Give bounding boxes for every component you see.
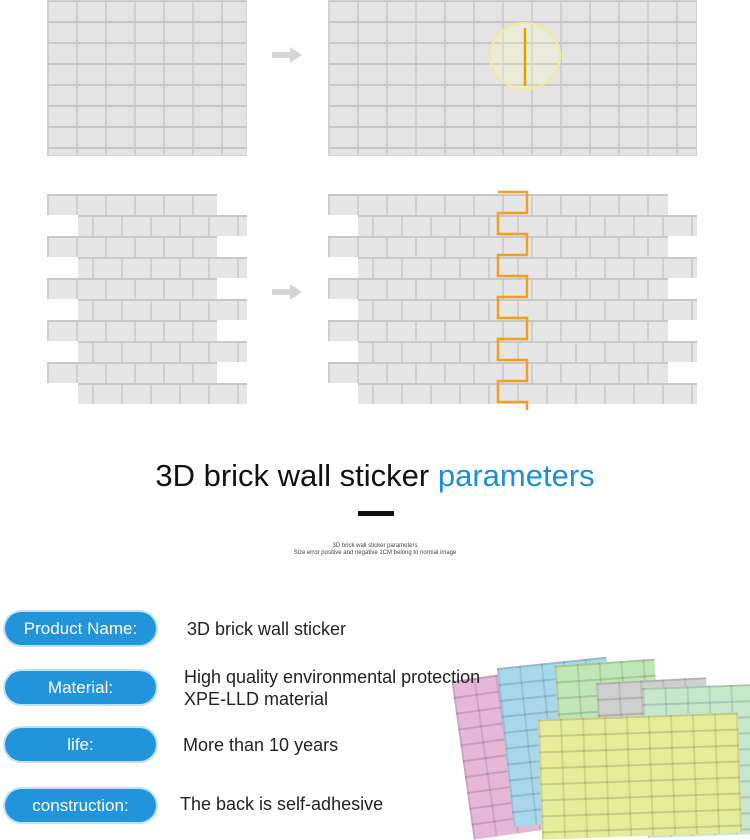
param-value-life: More than 10 years bbox=[183, 735, 339, 755]
param-label-construction: construction: bbox=[5, 789, 156, 822]
param-label-material: Material: bbox=[5, 671, 156, 704]
section-title-accent: parameters bbox=[437, 458, 595, 493]
param-label-product-name: Product Name: bbox=[5, 612, 156, 645]
arrow-right-icon bbox=[272, 47, 302, 63]
section-title: 3D brick wall sticker parameters bbox=[155, 458, 595, 493]
param-label-life: life: bbox=[5, 728, 156, 761]
arrow-right-icon bbox=[272, 284, 302, 300]
param-value-construction: The back is self-adhesive bbox=[180, 794, 384, 814]
note-line-2: Size error positive and negative 1CM belong to normal image bbox=[293, 550, 457, 556]
param-value-material-line2: XPE-LLD material bbox=[184, 689, 329, 709]
note-line-1: 3D brick wall sticker parameters bbox=[332, 543, 418, 549]
title-underline bbox=[358, 511, 394, 516]
seam-circle-icon bbox=[487, 20, 563, 92]
param-value-material-line1: High quality environmental protection bbox=[184, 667, 481, 687]
brick-panel-before bbox=[47, 0, 247, 156]
zigzag-seam-icon bbox=[492, 190, 532, 412]
param-value-product-name: 3D brick wall sticker bbox=[187, 619, 347, 639]
